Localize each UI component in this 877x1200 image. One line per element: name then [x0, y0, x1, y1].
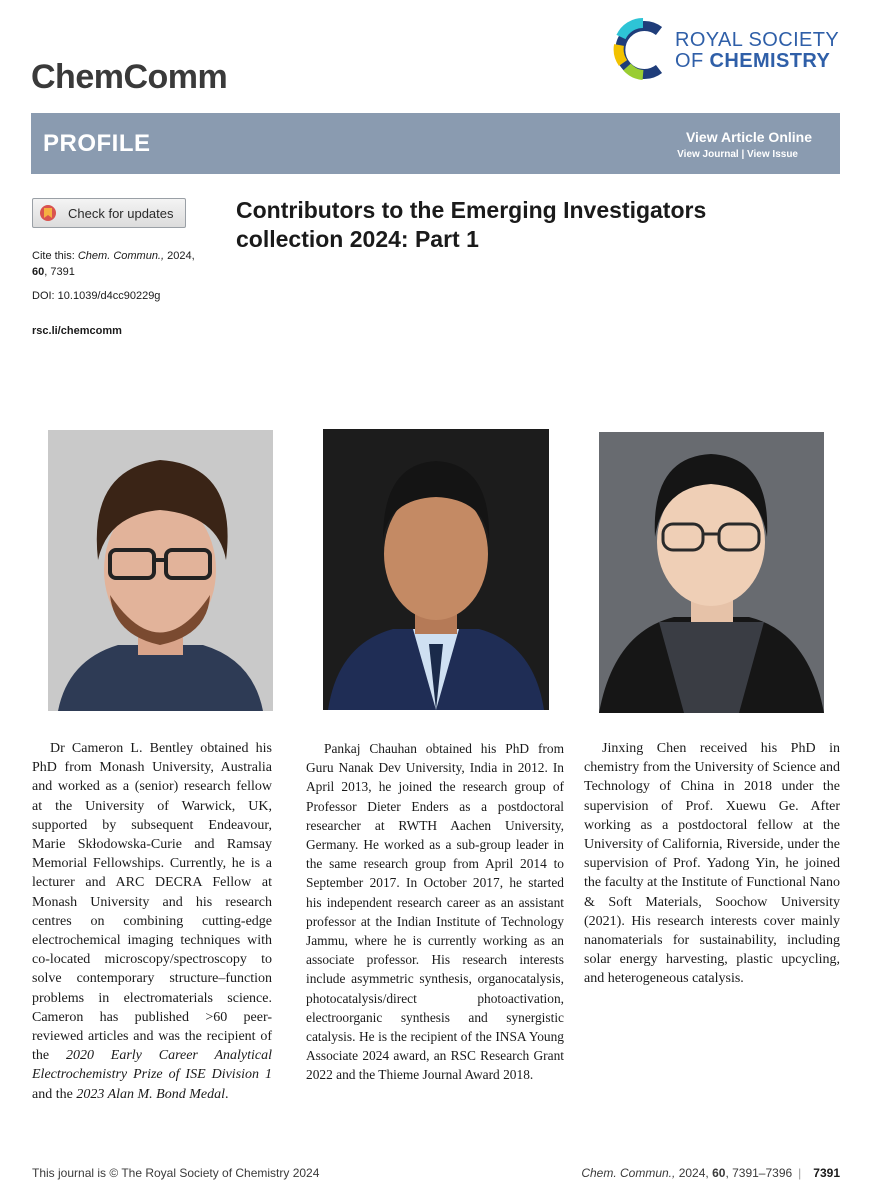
footer-year: 2024,	[678, 1166, 709, 1180]
article-title: Contributors to the Emerging Investigators collection 2024: Part 1	[236, 197, 707, 252]
portrait-1-image	[48, 430, 273, 711]
check-for-updates-button[interactable]	[32, 198, 186, 228]
footer-volume: 60	[712, 1166, 726, 1180]
footer-copyright: This journal is © The Royal Society of Chemistry 2024	[32, 1166, 320, 1180]
bio-jinxing-chen: Jinxing Chen received his PhD in chemistry from the University of Science and Technology of China in 2018 under the supervision of Prof. Xuewu Ge. After working as a postdoctoral fellow at the University of California, Riverside, under the supervision of Prof. Yadong Yin, he joined the faculty at the Institute of Functional Nano & Soft Materials, Soochow University (2021). His research interests cover mainly nanomaterials for sustainability, including solar energy harvesting, plastic upcycling, and heterogeneous catalysis.	[584, 741, 840, 987]
journal-title: ChemComm	[31, 58, 228, 96]
award-ise-prize: 2020 Early Career Analytical Electrochemistry Prize of ISE Division 1	[32, 1048, 273, 1083]
cite-page: , 7391	[44, 266, 75, 278]
section-label: PROFILE	[43, 130, 151, 157]
footer-citation: Chem. Commun., 2024, 60, 7391–7396 | 7391	[581, 1166, 840, 1180]
cite-volume: 60	[32, 266, 45, 278]
portrait-jinxing-chen	[599, 432, 824, 713]
check-updates-label: Check for updates	[68, 206, 174, 221]
citation	[32, 248, 217, 280]
publisher-line-2: CHEMISTRY	[709, 50, 831, 72]
view-article-online-link[interactable]: View Article Online	[685, 129, 812, 145]
cite-journal: Chem. Commun.,	[77, 250, 165, 262]
rsc-logo-icon	[613, 17, 669, 83]
page-number: 7391	[813, 1166, 840, 1180]
rsc-logo[interactable]	[613, 17, 853, 83]
doi[interactable]: DOI: 10.1039/d4cc90229g	[32, 290, 161, 302]
footer-pages: , 7391–7396	[725, 1166, 793, 1180]
portrait-cameron-bentley	[48, 430, 273, 711]
journal-short-link[interactable]: rsc.li/chemcomm	[32, 325, 122, 337]
portrait-3-image	[599, 432, 824, 713]
view-journal-issue-links[interactable]: View Journal | View Issue	[677, 149, 798, 160]
publisher-line-2-prefix: OF	[675, 50, 704, 72]
cite-prefix: Cite this:	[32, 250, 75, 262]
bio-cameron-bentley: Dr Cameron L. Bentley obtained his PhD from Monash University, Australia and worked as a (senior) research fellow at the University of Warwick, UK, supported by subsequent Endeavour, Marie Skłodowska-Curie and Ramsay Memorial Fellowships. Currently, he is a lecturer and ARC DECRA Fellow at Monash University and his research centres on combining cutting-edge electrochemical imaging techniques with co-located microscopy/spectroscopy to solve contemporary structure–function problems in electromaterials science. Cameron has published >60 peer-reviewed articles and was the recipient of the 2020 Early Career Analytical Electrochemistry Prize of ISE Division 1 and the 2023 Alan M. Bond Medal.	[32, 741, 273, 1102]
publisher-line-1: ROYAL SOCIETY	[675, 29, 840, 51]
portrait-pankaj-chauhan	[323, 429, 549, 710]
profile-banner	[31, 113, 840, 174]
cite-year: 2024,	[167, 250, 195, 262]
portrait-2-image	[323, 429, 549, 710]
check-updates-icon	[39, 204, 57, 222]
bio-pankaj-chauhan: Pankaj Chauhan obtained his PhD from Guru Nanak Dev University, India in 2012. In April 2013, he joined the research group of Professor Dieter Enders as a postdoctoral researcher at RWTH Aachen University, Germany. He worked as a sub-group leader in the same research group from April 2014 to September 2017. In October 2017, he started his independent research career as an assistant professor at the Indian Institute of Technology Jammu, where he is currently working as an associate professor. His research interests include asymmetric synthesis, organocatalysis, photocatalysis/direct photoactivation, electroorganic synthesis and synergistic catalysis. He is the recipient of the INSA Young Associate 2024 award, an RSC Research Grant 2022 and the Thieme Journal Award 2018.	[306, 741, 564, 1083]
footer-journal: Chem. Commun.,	[581, 1166, 676, 1180]
award-bond-medal: 2023 Alan M. Bond Medal	[76, 1086, 225, 1102]
